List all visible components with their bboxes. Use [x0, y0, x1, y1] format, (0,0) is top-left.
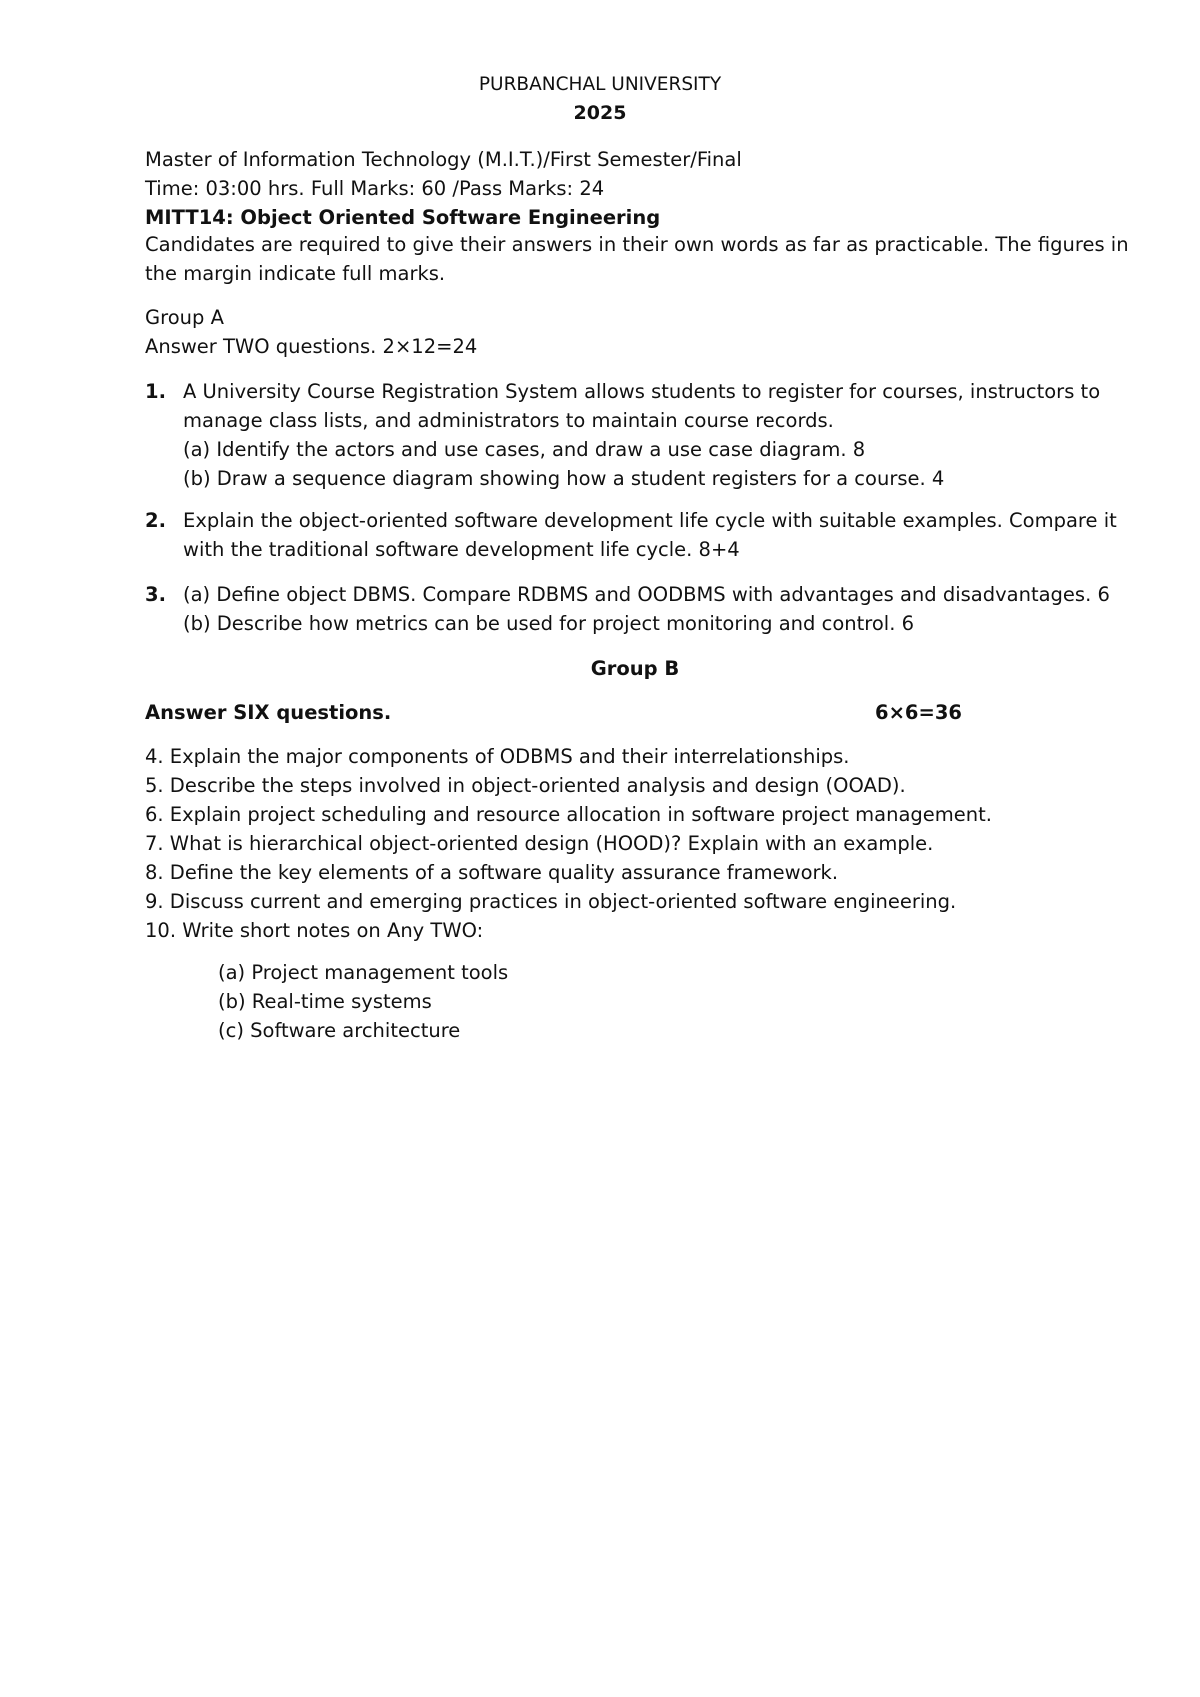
question-1 [145, 377, 1135, 493]
exam-instructions: Candidates are required to give their answers in their own words as far as practicable. The figures in the margin indicate full marks. [145, 233, 1129, 285]
list-item: 8. Define the key elements of a software quality assurance framework. [145, 861, 839, 884]
list-item: 7. What is hierarchical object-oriented design (HOOD)? Explain with an example. [145, 832, 934, 855]
short-note-options [218, 958, 918, 1045]
list-item: (c) Software architecture [218, 1019, 461, 1042]
list-item: 5. Describe the steps involved in object-oriented analysis and design (OOAD). [145, 774, 906, 797]
question-part-a: (a) Define object DBMS. Compare RDBMS and OODBMS with advantages and disadvantages. 6 [183, 583, 1110, 606]
list-item: 6. Explain project scheduling and resource allocation in software project management. [145, 803, 992, 826]
question-part-b: (b) Draw a sequence diagram showing how a student registers for a course. 4 [183, 467, 945, 490]
question-3 [145, 580, 1135, 638]
question-stem: A University Course Registration System allows students to register for courses, instructors to manage class lists, and administrators to maintain course records. [183, 380, 1101, 432]
group-a-title: Group A [145, 306, 224, 329]
question-number: 3. [145, 583, 166, 606]
list-item: 4. Explain the major components of ODBMS and their interrelationships. [145, 745, 850, 768]
list-item: (a) Project management tools [218, 961, 509, 984]
group-b-marks: 6×6=36 [875, 701, 962, 724]
time-marks-line: Time: 03:00 hrs. Full Marks: 60 /Pass Marks: 24 [145, 177, 605, 200]
list-item: 9. Discuss current and emerging practices in object-oriented software engineering. [145, 890, 957, 913]
exam-year: 2025 [573, 102, 627, 124]
exam-meta [145, 145, 1135, 232]
university-name: PURBANCHAL UNIVERSITY [478, 74, 722, 95]
question-stem: Explain the object-oriented software development life cycle with suitable examples. Compare it with the traditional software development life cycle. 8+4 [183, 509, 1117, 561]
course-title: MITT14: Object Oriented Software Engineering [145, 206, 661, 229]
group-b-instruction: Answer SIX questions. [145, 701, 392, 724]
list-item: (b) Real-time systems [218, 990, 432, 1013]
question-part-a: (a) Identify the actors and use cases, and draw a use case diagram. 8 [183, 438, 866, 461]
question-body [183, 580, 1135, 638]
list-item: 10. Write short notes on Any TWO: [145, 919, 484, 942]
question-number: 2. [145, 509, 166, 532]
question-body [183, 377, 1135, 493]
group-b-question-list [145, 742, 1145, 945]
question-2 [145, 506, 1135, 564]
program-line: Master of Information Technology (M.I.T.)/First Semester/Final [145, 148, 742, 171]
group-a-instruction: Answer TWO questions. 2×12=24 [145, 335, 478, 358]
question-number: 1. [145, 380, 166, 403]
group-a-header [145, 303, 1135, 361]
group-b-title: Group B [590, 657, 680, 680]
question-body [183, 506, 1135, 564]
question-part-b: (b) Describe how metrics can be used for project monitoring and control. 6 [183, 612, 914, 635]
